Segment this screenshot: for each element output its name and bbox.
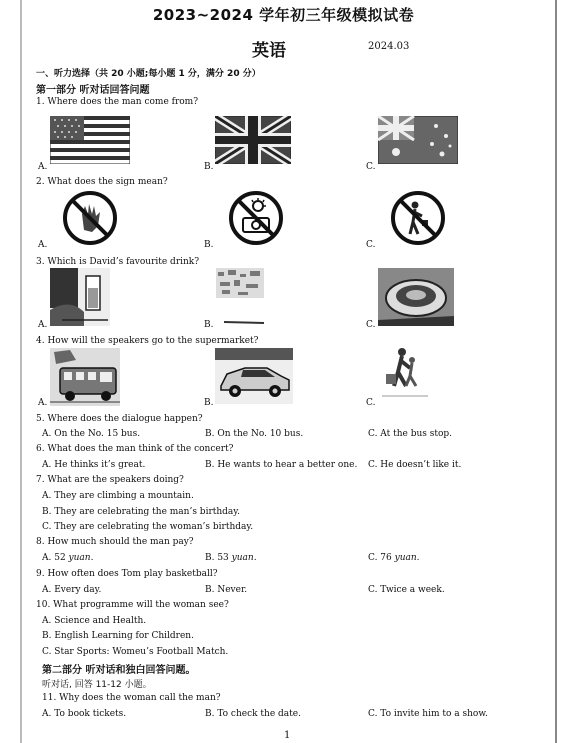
scan-edge-right bbox=[555, 0, 557, 743]
q7-option-a: A. They are climbing a mountain. bbox=[42, 491, 194, 501]
walking-people-image bbox=[380, 346, 430, 404]
drink-fragment-image bbox=[222, 318, 266, 326]
q8-option-c-unit: yuan bbox=[394, 553, 417, 563]
q1-option-a-label: A. bbox=[38, 162, 48, 172]
q9-option-a: A. Every day. bbox=[42, 585, 102, 595]
coffee-drink-image bbox=[378, 268, 454, 326]
q9-question: 9. How often does Tom play basketball? bbox=[36, 569, 218, 579]
q9-option-b: B. Never. bbox=[205, 585, 248, 595]
no-littering-sign-image bbox=[390, 190, 446, 246]
q2-option-c-label: C. bbox=[366, 240, 376, 250]
q11-option-a: A. To book tickets. bbox=[42, 709, 127, 719]
q5-option-a: A. On the No. 15 bus. bbox=[42, 429, 141, 439]
car-image bbox=[215, 348, 293, 404]
bus-image bbox=[50, 348, 120, 406]
q7-option-c: C. They are celebrating the woman’s birthday. bbox=[42, 522, 254, 532]
q11-option-c: C. To invite him to a show. bbox=[368, 709, 488, 719]
milk-drink-image bbox=[216, 268, 264, 298]
q8-option-c bbox=[368, 553, 420, 563]
q3-option-c-label: C. bbox=[366, 320, 376, 330]
q2-option-a-label: A. bbox=[38, 240, 48, 250]
q5-question: 5. Where does the dialogue happen? bbox=[36, 414, 203, 424]
q1-question: 1. Where does the man come from? bbox=[36, 97, 199, 107]
q8-option-a bbox=[42, 553, 93, 563]
q8-option-c-amount: C. 76 bbox=[368, 553, 395, 563]
q11-option-b: B. To check the date. bbox=[205, 709, 301, 719]
q2-question: 2. What does the sign mean? bbox=[36, 177, 168, 187]
scan-edge-left bbox=[20, 0, 22, 743]
q5-option-b: B. On the No. 10 bus. bbox=[205, 429, 304, 439]
q4-option-b-label: B. bbox=[204, 398, 214, 408]
q10-question: 10. What programme will the woman see? bbox=[36, 600, 229, 610]
q8-question: 8. How much should the man pay? bbox=[36, 537, 194, 547]
q11-question: 11. Why does the woman call the man? bbox=[42, 693, 221, 703]
q3-option-a-label: A. bbox=[38, 320, 48, 330]
q7-option-b: B. They are celebrating the man’s birthday. bbox=[42, 507, 241, 517]
uk-flag-image bbox=[215, 116, 291, 164]
q2-option-b-label: B. bbox=[204, 240, 214, 250]
q1-option-b-label: B. bbox=[204, 162, 214, 172]
us-flag-image bbox=[50, 116, 130, 164]
q4-option-a-label: A. bbox=[38, 398, 48, 408]
q4-question: 4. How will the speakers go to the supermarket? bbox=[36, 336, 259, 346]
q10-option-b: B. English Learning for Children. bbox=[42, 631, 194, 641]
q10-option-c: C. Star Sports: Womeu’s Football Match. bbox=[42, 647, 229, 657]
q10-option-a: A. Science and Health. bbox=[42, 616, 147, 626]
q3-question: 3. Which is David’s favourite drink? bbox=[36, 257, 200, 267]
q7-question: 7. What are the speakers doing? bbox=[36, 475, 184, 485]
q8-option-b-end: . bbox=[253, 553, 257, 563]
q8-option-a-unit: yuan bbox=[68, 553, 91, 563]
no-camera-flash-sign-image bbox=[228, 190, 284, 246]
q1-option-c-label: C. bbox=[366, 162, 376, 172]
q9-option-c: C. Twice a week. bbox=[368, 585, 445, 595]
q8-option-a-amount: A. 52 bbox=[42, 553, 69, 563]
q8-option-c-end: . bbox=[416, 553, 420, 563]
part2-heading: 第二部分 听对话和独白回答问题。 bbox=[42, 665, 196, 676]
subject-title: 英语 bbox=[252, 41, 286, 61]
q4-option-c-label: C. bbox=[366, 398, 376, 408]
page-number: 1 bbox=[284, 730, 291, 741]
part2-instruction: 听对话, 回答 11-12 小题。 bbox=[42, 680, 152, 690]
exam-title: 2023~2024 学年初三年级模拟试卷 bbox=[152, 6, 415, 24]
q8-option-b-unit: yuan bbox=[231, 553, 254, 563]
exam-date: 2024.03 bbox=[368, 41, 410, 52]
q6-option-b: B. He wants to hear a better one. bbox=[205, 460, 358, 470]
australia-flag-image bbox=[378, 116, 458, 164]
juice-drink-image bbox=[50, 268, 110, 326]
q3-option-b-label: B. bbox=[204, 320, 214, 330]
q8-option-b-amount: B. 53 bbox=[205, 553, 232, 563]
q6-option-c: C. He doesn’t like it. bbox=[368, 460, 462, 470]
section1-heading: 一、听力选择（共 20 小题;每小题 1 分，满分 20 分） bbox=[36, 69, 261, 79]
q8-option-b bbox=[205, 553, 257, 563]
q6-question: 6. What does the man think of the concert? bbox=[36, 444, 234, 454]
q8-option-a-end: . bbox=[90, 553, 94, 563]
part1-heading: 第一部分 听对话回答问题 bbox=[36, 85, 150, 96]
no-touching-sign-image bbox=[62, 190, 118, 246]
q5-option-c: C. At the bus stop. bbox=[368, 429, 453, 439]
q6-option-a: A. He thinks it’s great. bbox=[42, 460, 146, 470]
